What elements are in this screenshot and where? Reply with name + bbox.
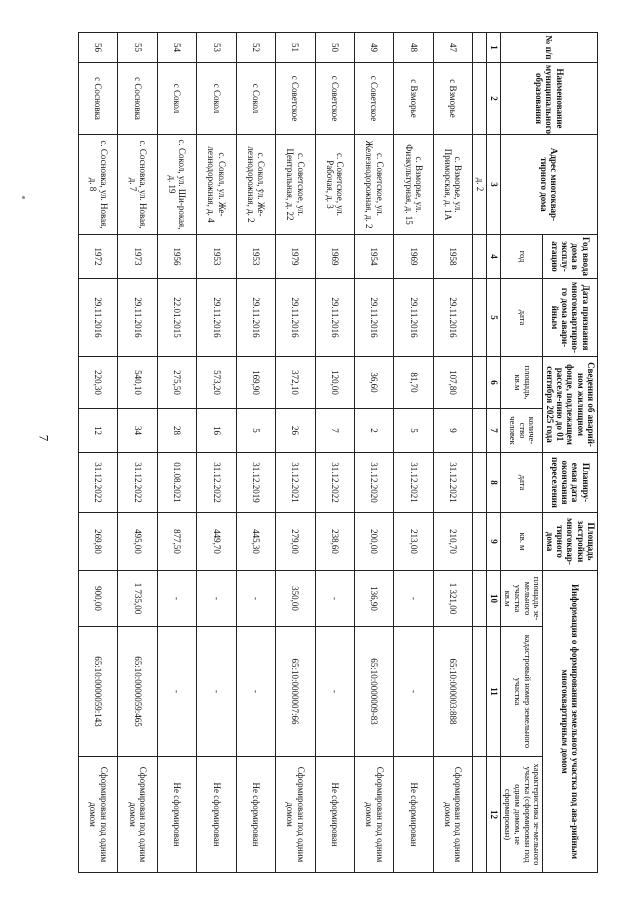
sub-year: год (501, 235, 543, 279)
land-area-cell: 900,00 (79, 571, 118, 627)
municipality-cell: с Взморье (394, 63, 433, 135)
municipality-cell: с Сокол (236, 63, 275, 135)
plan-date-cell: 31.12.2022 (197, 453, 236, 513)
address-cell: с. Советское, ул. Центральная, д. 22 (276, 135, 315, 235)
recognition-date-cell: 29.11.2016 (79, 279, 118, 357)
people-cell: 2 (354, 409, 393, 453)
address-cell: с. Взморье, ул. Приморская, д. 1А (433, 135, 472, 235)
address-cell: с. Взморье, ул. Физкультурная, д. 15 (394, 135, 433, 235)
status-cell: Не сформирован (236, 757, 275, 873)
recognition-date-cell: 29.11.2016 (197, 279, 236, 357)
column-number: 12 (487, 757, 501, 873)
column-number: 10 (487, 571, 501, 627)
table-row (354, 33, 393, 873)
area-cell: 372,10 (276, 357, 315, 409)
year-cell: 1972 (79, 235, 118, 279)
recognition-date-cell: 29.11.2016 (276, 279, 315, 357)
sub-cadastral: кадастровый номер земельного участка (501, 627, 543, 757)
emergency-housing-table (78, 32, 598, 873)
status-cell: Не сформирован (197, 757, 236, 873)
area-cell: 120,00 (315, 357, 354, 409)
address-cell: с. Сосновка, ул. Новая, д. 8 (79, 135, 118, 235)
people-cell: 7 (315, 409, 354, 453)
people-cell: 16 (197, 409, 236, 453)
continuation-label: д. 2 (473, 135, 487, 235)
municipality-cell: с Сокол (197, 63, 236, 135)
cadastral-cell: - (197, 627, 236, 757)
status-cell: Сформирован под одним домом (276, 757, 315, 873)
recognition-date-cell: 29.11.2016 (118, 279, 157, 357)
header-resettlement: Сведения об аварий-ном жилищном фонде, подлежащем расселе-нию до 01 сентября 2025 года (543, 357, 598, 453)
table-row (276, 33, 315, 873)
header-municipality: Наименование муниципального образования (501, 63, 598, 135)
table-body (79, 33, 473, 873)
row-number: 52 (236, 33, 275, 63)
people-cell: 34 (118, 409, 157, 453)
sub-land-area (501, 571, 543, 627)
status-cell: Не сформирован (394, 757, 433, 873)
year-cell: 1954 (354, 235, 393, 279)
address-cell: с. Сосновка, ул. Новая, д. 7 (118, 135, 157, 235)
continuation-row (473, 33, 487, 873)
plan-date-cell: 31.12.2021 (276, 453, 315, 513)
plan-date-cell: 31.12.2020 (354, 453, 393, 513)
table-row (433, 33, 472, 873)
year-cell: 1973 (118, 235, 157, 279)
status-cell: Сформирован под одним домом (433, 757, 472, 873)
recognition-date-cell: 29.11.2016 (433, 279, 472, 357)
recognition-date-cell: 29.11.2016 (236, 279, 275, 357)
table-row (197, 33, 236, 873)
land-area-label: площадь зе-мельного участка (512, 576, 543, 621)
recognition-date-cell: 29.11.2016 (394, 279, 433, 357)
land-area-cell: - (315, 571, 354, 627)
municipality-cell: с Советское (354, 63, 393, 135)
column-number: 4 (487, 235, 501, 279)
sub-people: количе-ство человек (501, 409, 543, 453)
year-cell: 1958 (433, 235, 472, 279)
column-number: 1 (487, 33, 501, 63)
sub-area: площадь, кв.м (501, 357, 543, 409)
municipality-cell: с Сосновка (118, 63, 157, 135)
land-area-cell: 350,00 (276, 571, 315, 627)
area-cell: 573,20 (197, 357, 236, 409)
sub-status: характеристика зе-мельного участка (сформирован под одним домом, не сформирован) (501, 757, 543, 873)
column-number: 5 (487, 279, 501, 357)
cadastral-cell: 65:10:0000009-83 (354, 627, 393, 757)
recognition-date-cell: 29.11.2016 (354, 279, 393, 357)
recognition-date-cell: 29.11.2016 (315, 279, 354, 357)
cadastral-cell: - (394, 627, 433, 757)
area-cell: 220,30 (79, 357, 118, 409)
recognition-date-cell: 22.01.2015 (157, 279, 196, 357)
area-cell: 169,90 (236, 357, 275, 409)
status-cell: Сформирован под одним домом (354, 757, 393, 873)
build-area-cell: 238,60 (315, 513, 354, 571)
year-cell: 1969 (315, 235, 354, 279)
table-row (236, 33, 275, 873)
land-area-unit: кв.м (502, 590, 513, 607)
sub-plan: дата (501, 453, 543, 513)
row-number: 51 (276, 33, 315, 63)
plan-date-cell: 31.12.2021 (394, 453, 433, 513)
cadastral-cell: 65:10:0000059:465 (118, 627, 157, 757)
column-number-row (487, 33, 501, 873)
header-date: Дата признания многоквартирно-го дома авари-йным (543, 279, 598, 357)
row-number: 48 (394, 33, 433, 63)
row-number: 50 (315, 33, 354, 63)
column-number: 11 (487, 627, 501, 757)
area-cell: 81,70 (394, 357, 433, 409)
year-cell: 1953 (236, 235, 275, 279)
people-cell: 12 (79, 409, 118, 453)
scan-speck (22, 196, 25, 199)
plan-date-cell: 31.12.2021 (433, 453, 472, 513)
municipality-cell: с Сосновка (79, 63, 118, 135)
land-area-cell: 136,90 (354, 571, 393, 627)
year-cell: 1979 (276, 235, 315, 279)
land-area-cell: - (236, 571, 275, 627)
cadastral-cell: - (236, 627, 275, 757)
cadastral-cell: 65:10:0000007:66 (276, 627, 315, 757)
row-number: 47 (433, 33, 472, 63)
land-area-cell: 1 321,00 (433, 571, 472, 627)
land-area-cell: - (394, 571, 433, 627)
header-land-info: Информация о формировании земельного участка под ава-рийным многоквартирным домом (543, 571, 598, 873)
row-number: 56 (79, 33, 118, 63)
plan-date-cell: 31.12.2022 (79, 453, 118, 513)
table-row (118, 33, 157, 873)
table-row (394, 33, 433, 873)
cadastral-cell: 65:10:0000059:143 (79, 627, 118, 757)
plan-date-cell: 01.08.2021 (157, 453, 196, 513)
area-cell: 107,80 (433, 357, 472, 409)
status-cell: Не сформирован (315, 757, 354, 873)
column-number: 3 (487, 135, 501, 235)
row-number: 53 (197, 33, 236, 63)
people-cell: 9 (433, 409, 472, 453)
people-cell: 5 (236, 409, 275, 453)
address-cell: с. Сокол, ул. Же-лезнодорожная, д. 4 (197, 135, 236, 235)
cadastral-cell: - (157, 627, 196, 757)
plan-date-cell: 31.12.2022 (118, 453, 157, 513)
people-cell: 28 (157, 409, 196, 453)
build-area-cell: 200,00 (354, 513, 393, 571)
people-cell: 5 (394, 409, 433, 453)
build-area-cell: 210,70 (433, 513, 472, 571)
status-cell: Сформирован под одним домом (118, 757, 157, 873)
header-address: Адрес многоквар-тирного дома (501, 135, 598, 235)
build-area-cell: 877,50 (157, 513, 196, 571)
header-year: Год ввода дома в эксплу-атацию (543, 235, 598, 279)
column-number: 7 (487, 409, 501, 453)
build-area-cell: 449,70 (197, 513, 236, 571)
header-no: № п/п (501, 33, 598, 63)
municipality-cell: с Сокол (157, 63, 196, 135)
build-area-cell: 495,00 (118, 513, 157, 571)
municipality-cell: с Советское (315, 63, 354, 135)
status-cell: Не сформирован (157, 757, 196, 873)
address-cell: с. Советское, ул. Железнодорожная, д. 2 (354, 135, 393, 235)
people-cell: 26 (276, 409, 315, 453)
address-cell: с. Сокол, ул. Ши-рокая, д. 19 (157, 135, 196, 235)
area-cell: 540,10 (118, 357, 157, 409)
build-area-cell: 213,00 (394, 513, 433, 571)
page-number: 7 (36, 434, 52, 442)
plan-date-cell: 31.12.2019 (236, 453, 275, 513)
land-area-cell: - (197, 571, 236, 627)
sub-date: дата (501, 279, 543, 357)
row-number: 55 (118, 33, 157, 63)
area-cell: 36,60 (354, 357, 393, 409)
address-cell: с. Сокол, ул. Же-лезнодорожная, д. 2 (236, 135, 275, 235)
plan-date-cell: 31.12.2022 (315, 453, 354, 513)
cadastral-cell: 65:10:000003:888 (433, 627, 472, 757)
sub-build: кв. м (501, 513, 543, 571)
header-plan-date: Планиру-емая дата окончания переселения (543, 453, 598, 513)
table-row (157, 33, 196, 873)
build-area-cell: 445,30 (236, 513, 275, 571)
year-cell: 1969 (394, 235, 433, 279)
column-number: 6 (487, 357, 501, 409)
column-number: 9 (487, 513, 501, 571)
municipality-cell: с Советское (276, 63, 315, 135)
column-number: 2 (487, 63, 501, 135)
land-area-cell: - (157, 571, 196, 627)
build-area-cell: 269,80 (79, 513, 118, 571)
year-cell: 1956 (157, 235, 196, 279)
column-number: 8 (487, 453, 501, 513)
municipality-cell: с Взморье (433, 63, 472, 135)
table-row (315, 33, 354, 873)
year-cell: 1953 (197, 235, 236, 279)
address-cell: с. Советское, ул. Рабочая, д. 3 (315, 135, 354, 235)
area-cell: 275,50 (157, 357, 196, 409)
status-cell: Сформирован под одним домом (79, 757, 118, 873)
land-area-cell: 1 735,00 (118, 571, 157, 627)
cadastral-cell: - (315, 627, 354, 757)
table-row (79, 33, 118, 873)
rotated-table-container (78, 32, 598, 872)
row-number: 49 (354, 33, 393, 63)
build-area-cell: 279,00 (276, 513, 315, 571)
header-build-area: Площадь застройки многоквар-тирного дома (543, 513, 598, 571)
row-number: 54 (157, 33, 196, 63)
